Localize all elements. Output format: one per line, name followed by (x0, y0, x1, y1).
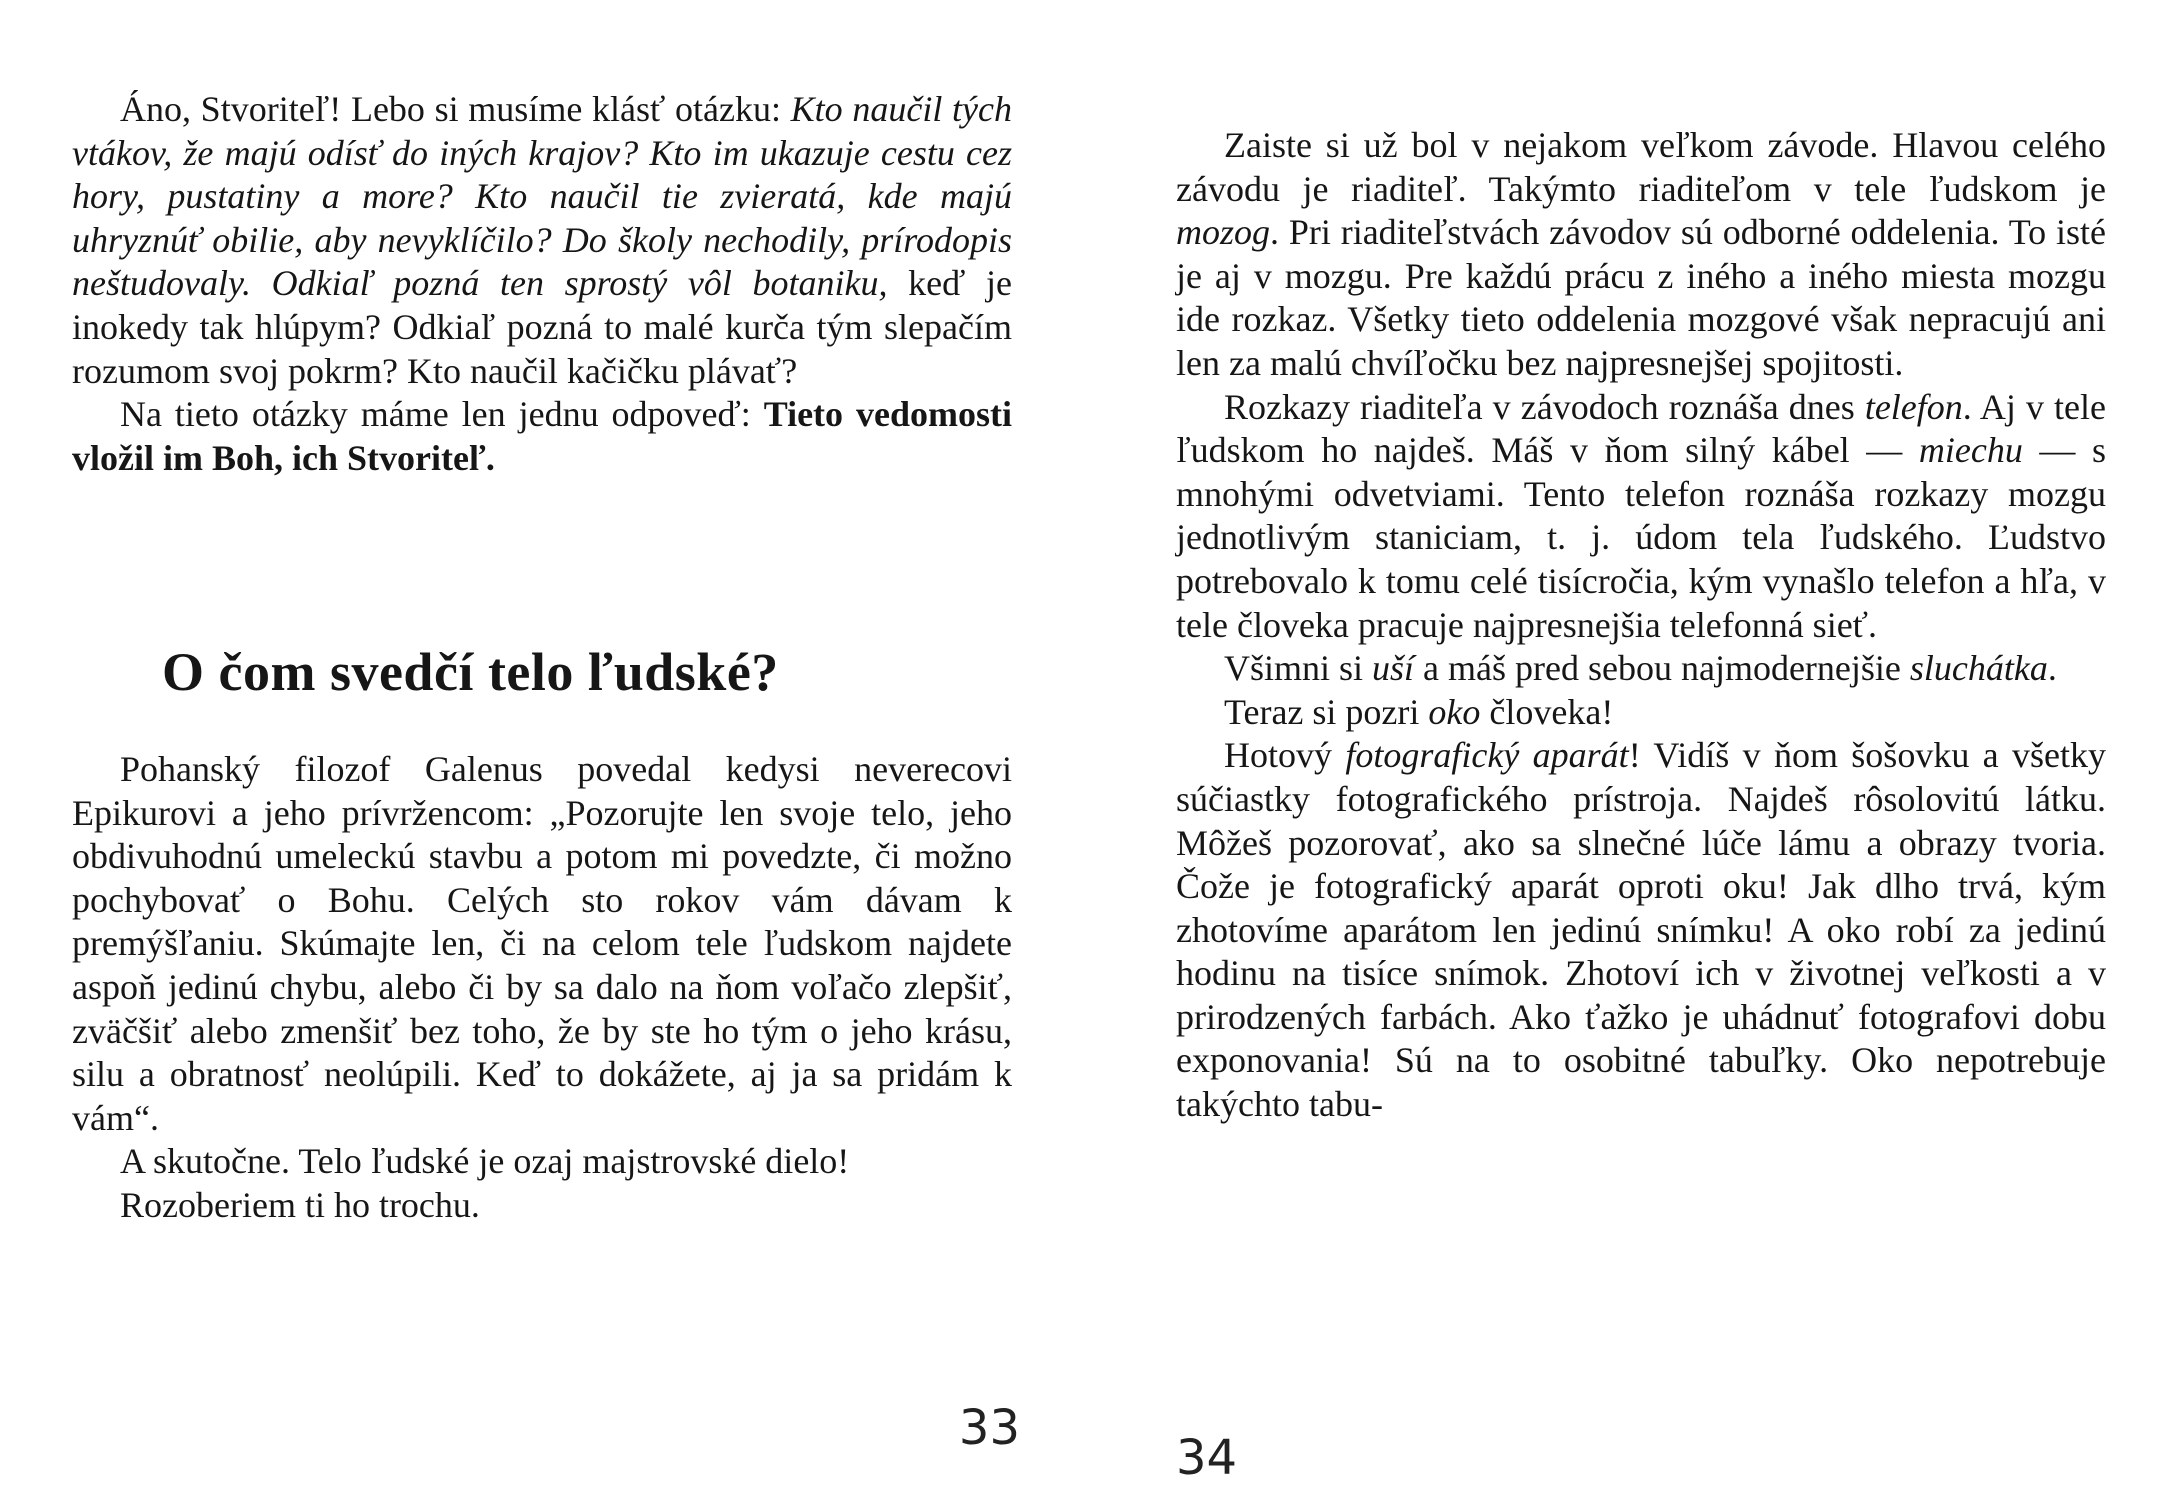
paragraph-text: Teraz si pozri (1224, 691, 1429, 732)
right-page-text (1176, 124, 2106, 1127)
masterpiece-paragraph: A skutočne. Telo ľudské je ozaj majstrovské dielo! (120, 1141, 850, 1182)
telephone-paragraph (1176, 386, 2106, 648)
italic-term: uší (1372, 648, 1415, 689)
italic-term: mozog (1176, 212, 1271, 253)
camera-paragraph (1176, 734, 2106, 1126)
paragraph-text: Na tieto otázky máme len jednu odpoveď: (120, 394, 764, 435)
paragraph-text: keď je inokedy tak hlúpym? Odkiaľ pozná to malé kurča tým slepačím rozumom svoj pokrm? Kto naučil kačičku plávať? (72, 263, 1012, 391)
eye-paragraph (1176, 691, 2106, 735)
paragraph-text: . Pri riaditeľstvách závodov sú odborné oddelenia. To isté je aj v mozgu. Pre každú prácu z iného a iného miesta mozgu ide rozkaz. Všetky tieto oddelenia mozgové však nepracujú ani len za malú chvíľočku bez najpresnejšej spojitosti. (1176, 212, 2106, 383)
right-page (1176, 0, 2106, 1500)
italic-term: miechu (1918, 430, 2023, 471)
left-paragraph-1 (72, 88, 1012, 393)
analysis-paragraph: Rozoberiem ti ho trochu. (120, 1184, 480, 1225)
italic-term: fotografický aparát (1345, 735, 1629, 776)
page-number-left: 33 (958, 1400, 1020, 1456)
left-intro-text (72, 88, 1012, 480)
left-paragraph-2 (72, 393, 1012, 480)
paragraph-text: človeka! (1480, 691, 1614, 732)
page-number-right: 34 (1176, 1430, 1238, 1486)
bold-answer-text: Tieto vedomosti vložil im Boh, ich Stvoriteľ. (72, 394, 1012, 478)
paragraph-text: Hotový (1224, 735, 1346, 776)
italic-term: oko (1428, 691, 1481, 732)
paragraph-text: . (2047, 648, 2057, 689)
paragraph-text: Rozkazy riaditeľa v závodoch roznáša dnes (1224, 386, 1865, 427)
paragraph-text: a máš pred sebou najmodernejšie (1414, 648, 1910, 689)
italic-term: sluchátka (1909, 648, 2048, 689)
galenus-paragraph: Pohanský filozof Galenus povedal kedysi neverecovi Epikurovi a jeho prívržencom: „Pozorujte len svoje telo, jeho obdivuhodnú umeleckú stavbu a potom mi povedzte, či možno pochybovať o Bohu. Celých sto rokov vám dávam k premýšľaniu. Skúmajte len, či na celom tele ľudskom najdete aspoň jedinú chybu, alebo či by sa dalo na ňom voľačo zlepšiť, zväčšiť alebo zmenšiť bez toho, že by ste ho tým o jeho krásu, silu a obratnosť neolúpili. Keď to dokážete, aj ja sa pridám k vám“. (72, 749, 1012, 1138)
paragraph-text: Zaiste si už bol v nejakom veľkom závode. Hlavou celého závodu je riaditeľ. Takýmto riaditeľom v tele ľudskom je (1176, 125, 2106, 209)
paragraph-text: ! Vidíš v ňom šošovku a všetky súčiastky fotografického prístroja. Najdeš rôsolovitú látku. Môžeš pozorovať, ako sa slnečné lúče lámu a obrazy tvoria. Čože je fotografický aparát oproti oku! Jak dlho trvá, kým zhotovíme aparátom len jedinú snímku! A oko robí za jedinú hodinu na tisíce snímok. Zhotoví ich v životnej veľkosti a v prirodzených farbách. Ako ťažko je uhádnuť fotografovi dobu exponovania! Sú na to osobitné tabuľky. Oko nepotrebuje takýchto tabu- (1176, 735, 2106, 1125)
paragraph-text: . Aj v tele ľudskom ho najdeš. Máš v ňom silný kábel — (1176, 386, 2107, 471)
italic-term: telefon (1864, 386, 1963, 427)
paragraph-text: Áno, Stvoriteľ! Lebo si musíme klásť otázku: (120, 89, 791, 129)
brain-paragraph (1176, 124, 2106, 386)
italic-question-text: Kto naučil tých vtákov, že majú odísť do iných krajov? Kto im ukazuje cestu cez hory, pustatiny a more? Kto naučil tie zvieratá, kde majú uhryznúť obilie, aby nevyklíčilo? Do školy nechodily, prírodopis neštudovaly. Odkiaľ pozná ten sprostý vôl botaniku, (72, 89, 1012, 304)
paragraph-text: — s mnohými odvetviami. Tento telefon roznáša rozkazy mozgu jednotlivým staniciam, t. j. údom tela ľudského. Ľudstvo potrebovalo k tomu celé tisícročia, kým vynašlo telefon a hľa, v tele človeka pracuje najpresnejšia telefonná sieť. (1176, 430, 2107, 645)
left-page (72, 0, 1020, 1500)
paragraph-text: Všimni si (1224, 648, 1373, 689)
section-heading: O čom svedčí telo ľudské? (162, 642, 779, 702)
left-section-text (72, 748, 1012, 1228)
ears-paragraph (1176, 647, 2106, 691)
